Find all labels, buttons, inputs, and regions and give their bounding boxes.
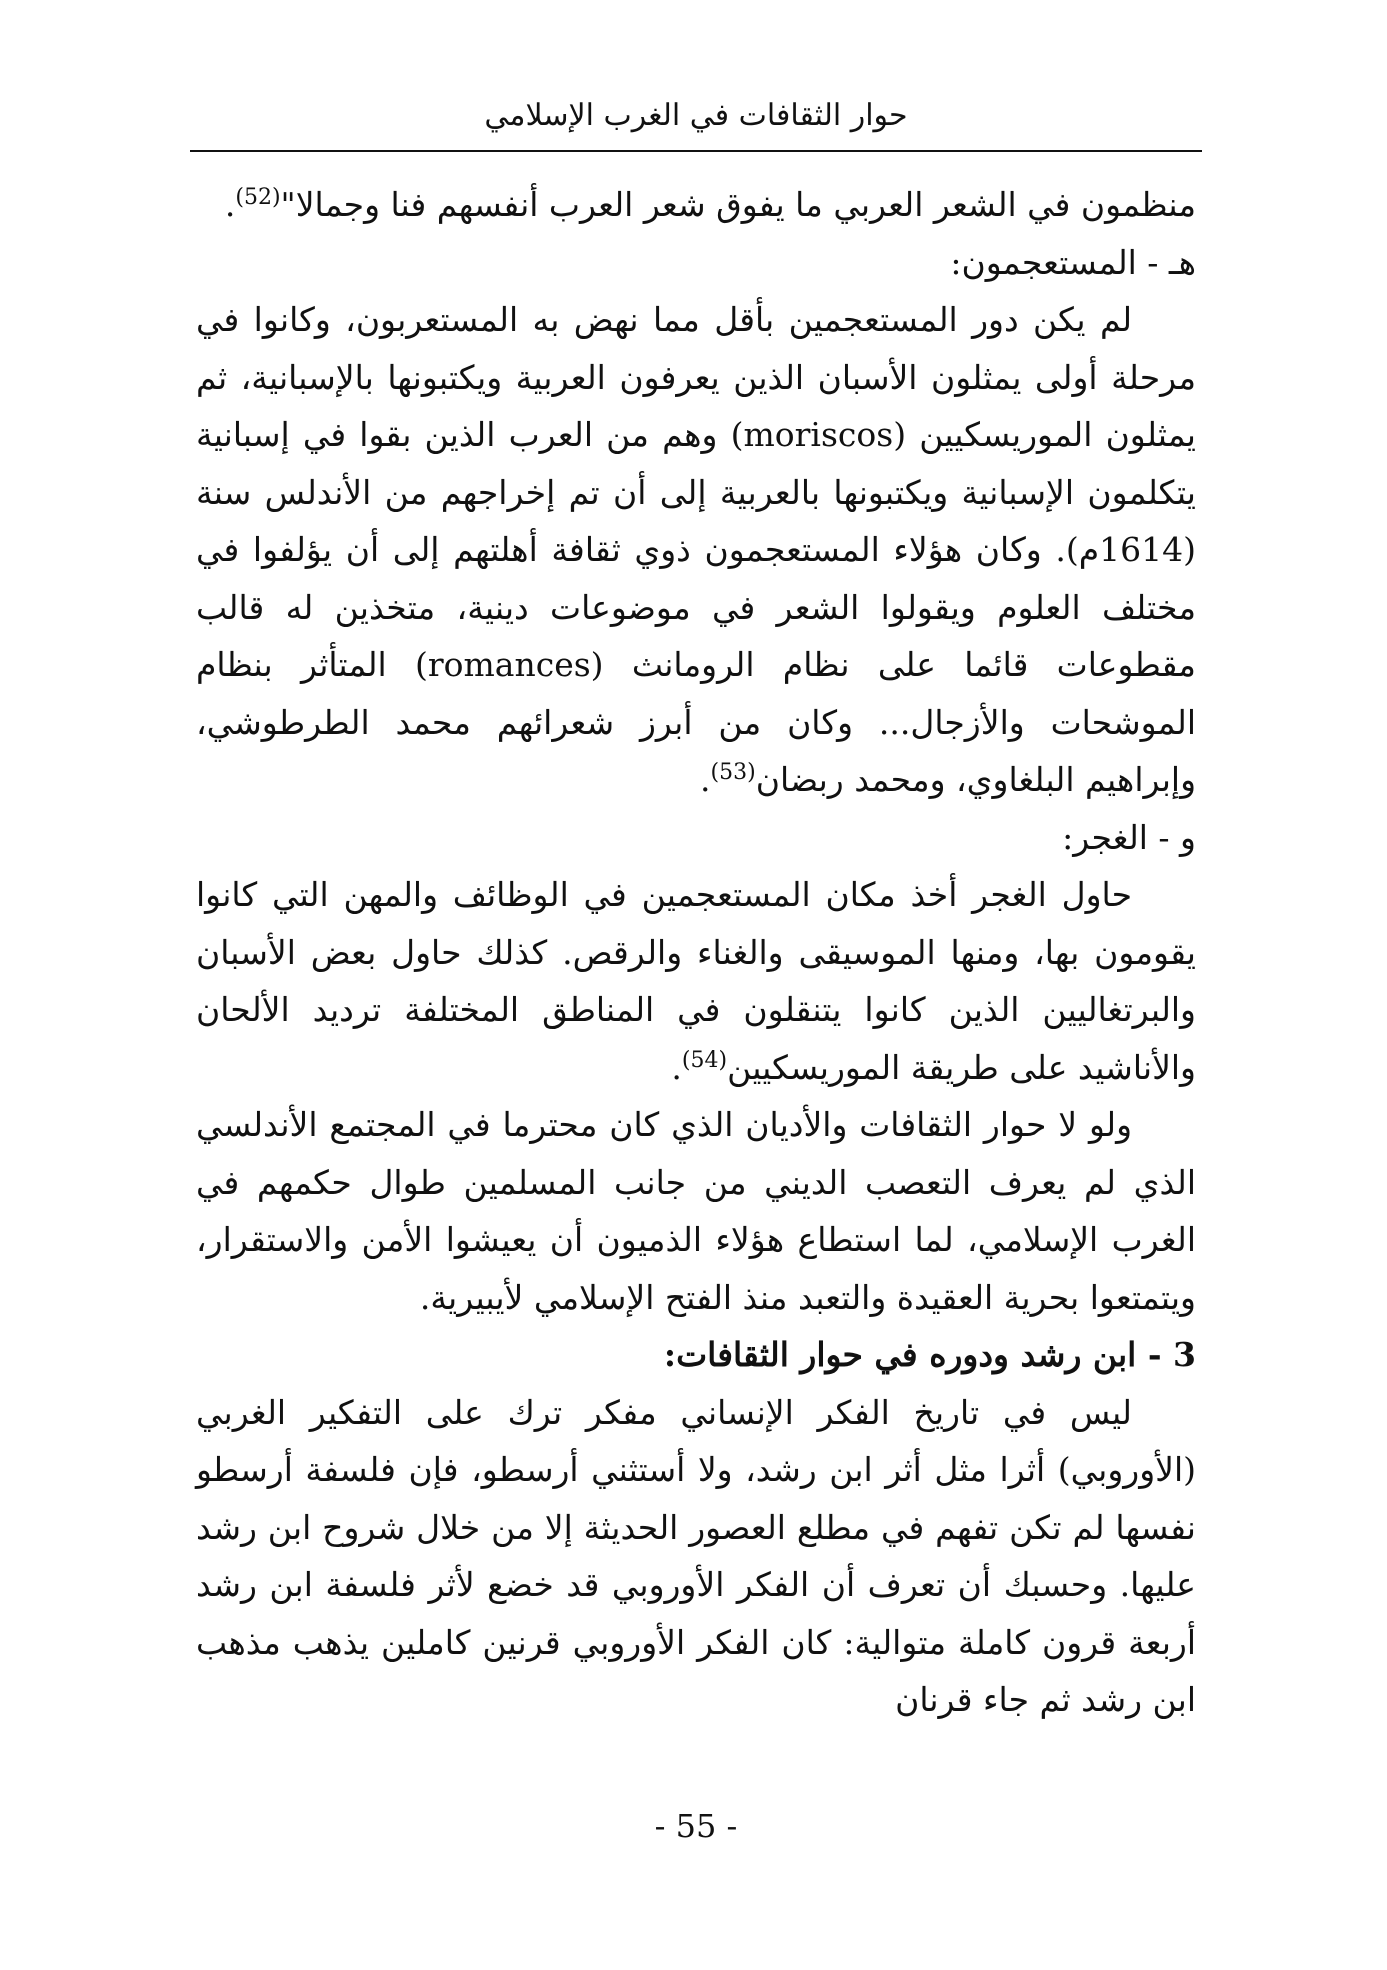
section-heading-ghajar: و - الغجر: — [1062, 817, 1196, 857]
section-heading-mustajamun: هـ - المستعجمون: — [950, 242, 1196, 282]
paragraph-intro-end: . — [224, 185, 236, 224]
running-header: حوار الثقافات في الغرب الإسلامي — [484, 98, 908, 133]
paragraph-mustajamun-end: . — [700, 760, 711, 799]
paragraph-ibn-rushd: ليس في تاريخ الفكر الإنساني مفكر ترك على التفكير الغربي (الأوروبي) أثرا مثل أثر ابن رشد، ولا أستثني أرسطو، فإن فلسفة أرسطو نفسها لم تكن تفهم في مطلع العصور الحديثة إلا من خلال شروح ابن رشد عليها. وحسبك أن تعرف أن الفكر الأوروبي قد خضع لأثر فلسفة ابن رشد أربعة قرون كاملة متوالية: كان الفكر الأوروبي قرنين كاملين يذهب مذهب ابن رشد ثم جاء قرنان — [196, 1392, 1196, 1719]
page-number: - 55 - — [654, 1807, 738, 1845]
paragraph-mustajamun-text-2: ) وهم من العرب الذين بقوا في إسبانية يتكلمون الإسبانية ويكتبونها بالعربية إلى أن تم إخراجهم من الأندلس سنة (1614م). وكان هؤلاء المستعجمون ذوي ثقافة أهلتهم إلى أن يؤلفوا في مختلف العلوم ويقولوا الشعر في موضوعات دينية، متخذين له قالب مقطوعات قائما على نظام الرومانث ( — [196, 415, 1196, 684]
footnote-ref-52: (52) — [235, 185, 281, 210]
term-moriscos: moriscos — [743, 415, 894, 454]
section-heading-ibn-rushd: 3 - ابن رشد ودوره في حوار الثقافات: — [663, 1335, 1196, 1374]
paragraph-mustajamun — [196, 291, 1196, 809]
paragraph-mustajamun-text-1: لم يكن دور المستعجمين بأقل مما نهض به المستعربون، وكانوا في مرحلة أولى يمثلون الأسبان الذين يعرفون العربية ويكتبونها بالإسبانية، ثم يمثلون الموريسكيين ( — [196, 300, 1196, 454]
header-rule — [190, 150, 1202, 152]
body-text — [196, 176, 1196, 1729]
footnote-ref-53: (53) — [710, 760, 756, 785]
paragraph-intro — [196, 176, 1196, 234]
paragraph-intro-text: منظمون في الشعر العربي ما يفوق شعر العرب أنفسهم فنا وجمالا" — [280, 185, 1196, 224]
paragraph-ghajar-end: . — [671, 1047, 682, 1087]
footnote-ref-54: (54) — [681, 1047, 728, 1073]
paragraph-ghajar-text: حاول الغجر أخذ مكان المستعجمين في الوظائف والمهن التي كانوا يقومون بها، ومنها الموسيقى والغناء والرقص. كذلك حاول بعض الأسبان والبرتغاليين الذين كانوا يتنقلون في المناطق المختلفة ترديد الألحان والأناشيد على طريقة الموريسكيين — [196, 875, 1196, 1087]
term-romances: romances — [427, 645, 591, 684]
paragraph-mustajamun-text-3: ) المتأثر بنظام الموشحات والأزجال... وكان من أبرز شعرائهم محمد الطرطوشي، وإبراهيم البلغاوي، ومحمد ربضان — [196, 645, 1196, 799]
paragraph-ghajar — [196, 866, 1196, 1096]
paragraph-hiwar: ولو لا حوار الثقافات والأديان الذي كان محترما في المجتمع الأندلسي الذي لم يعرف التعصب الديني من جانب المسلمين طوال حكمهم في الغرب الإسلامي، لما استطاع هؤلاء الذميون أن يعيشوا الأمن والاستقرار، ويتمتعوا بحرية العقيدة والتعبد منذ الفتح الإسلامي لأيبيرية. — [196, 1105, 1196, 1317]
